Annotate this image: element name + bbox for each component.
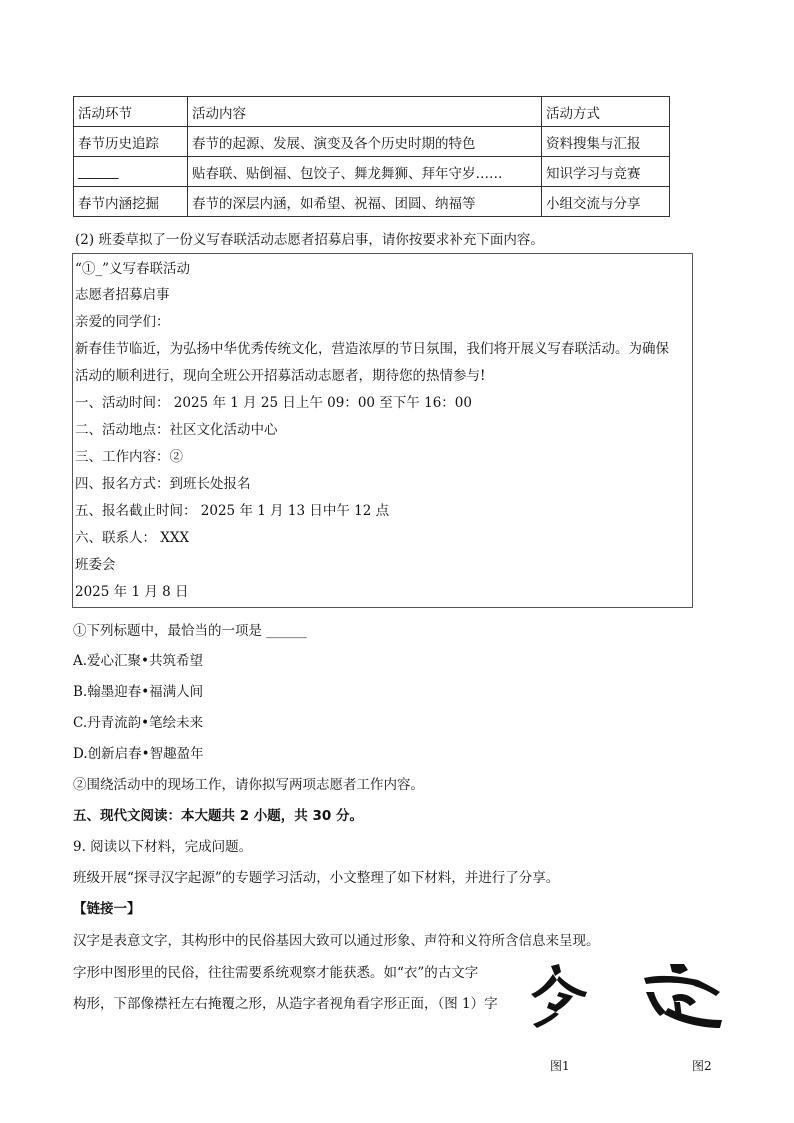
link1-heading: 【链接一】 xyxy=(73,901,141,917)
ancient-glyph-figure-2 xyxy=(640,962,724,1038)
table-cell: 资料搜集与汇报 xyxy=(542,127,670,157)
notice-title: “①_”义写春联活动 xyxy=(75,261,191,277)
figure-2-caption: 图2 xyxy=(692,1059,712,1073)
table-cell: 春节内涵挖掘 xyxy=(74,187,188,217)
notice-body-line: 活动的顺利进行，现向全班公开招募活动志愿者，期待您的热情参与! xyxy=(75,368,486,384)
activity-table xyxy=(73,96,670,217)
table-cell: 春节历史追踪 xyxy=(74,127,188,157)
notice-item: 一、活动时间： 2025 年 1 月 25 日上午 09：00 至下午 16：00 xyxy=(75,395,472,411)
table-cell: 贴春联、贴倒福、包饺子、舞龙舞狮、拜年守岁…… xyxy=(188,157,542,187)
paragraph: 字形中图形里的民俗，往往需要系统观察才能获悉。如“衣”的古文字 xyxy=(73,965,479,981)
paragraph: 构形，下部像襟衽左右掩覆之形，从造字者视角看字形正面，（图 1）字 xyxy=(73,996,498,1012)
option-a: A.爱心汇聚•共筑希望 xyxy=(73,653,204,669)
question-2-text: ②围绕活动中的现场工作，请你拟写两项志愿者工作内容。 xyxy=(73,777,424,793)
figure-1-caption: 图1 xyxy=(550,1059,570,1073)
table-cell: 知识学习与竞赛 xyxy=(542,157,670,187)
notice-item: 六、联系人： XXX xyxy=(75,530,190,546)
table-blank-cell: ______ xyxy=(74,157,188,187)
paragraph: 汉字是表意文字，其构形中的民俗基因大致可以通过形象、声符和义符所含信息来呈现。 xyxy=(73,933,600,949)
notice-item: 三、工作内容：② xyxy=(75,449,183,465)
notice-item: 五、报名截止时间： 2025 年 1 月 13 日中午 12 点 xyxy=(75,503,390,519)
notice-date: 2025 年 1 月 8 日 xyxy=(75,584,189,600)
intro-paragraph: 班级开展“探寻汉字起源”的专题学习活动，小文整理了如下材料，并进行了分享。 xyxy=(73,870,560,886)
table-row xyxy=(74,127,670,157)
option-c: C.丹青流韵•笔绘未来 xyxy=(73,715,204,731)
notice-subtitle: 志愿者招募启事 xyxy=(75,287,170,303)
table-row xyxy=(74,187,670,217)
table-header-cell: 活动内容 xyxy=(188,97,542,127)
question-1-stem: ①下列标题中，最恰当的一项是 ______ xyxy=(73,623,307,639)
notice-signer: 班委会 xyxy=(75,557,116,573)
table-cell: 小组交流与分享 xyxy=(542,187,670,217)
ancient-glyph-figure-1 xyxy=(529,962,591,1038)
option-d: D.创新启春•智趣盈年 xyxy=(73,746,204,762)
table-header-cell: 活动方式 xyxy=(542,97,670,127)
table-header-row xyxy=(74,97,670,127)
question-2-prompt: (2) 班委草拟了一份义写春联活动志愿者招募启事，请你按要求补充下面内容。 xyxy=(75,232,544,248)
notice-item: 二、活动地点：社区文化活动中心 xyxy=(75,422,278,438)
table-cell: 春节的深层内涵，如希望、祝福、团圆、纳福等 xyxy=(188,187,542,217)
notice-body-line: 新春佳节临近，为弘扬中华优秀传统文化，营造浓厚的节日氛围，我们将开展义写春联活动。为确保 xyxy=(75,341,669,357)
notice-item: 四、报名方式：到班长处报名 xyxy=(75,476,251,492)
section-heading: 五、现代文阅读：本大题共 2 小题，共 30 分。 xyxy=(73,808,363,824)
table-cell: 春节的起源、发展、演变及各个历史时期的特色 xyxy=(188,127,542,157)
option-b: B.翰墨迎春•福满人间 xyxy=(73,684,204,700)
table-row xyxy=(74,157,670,187)
notice-greeting: 亲爱的同学们： xyxy=(75,314,170,330)
table-header-cell: 活动环节 xyxy=(74,97,188,127)
question-9: 9. 阅读以下材料，完成问题。 xyxy=(73,839,253,855)
